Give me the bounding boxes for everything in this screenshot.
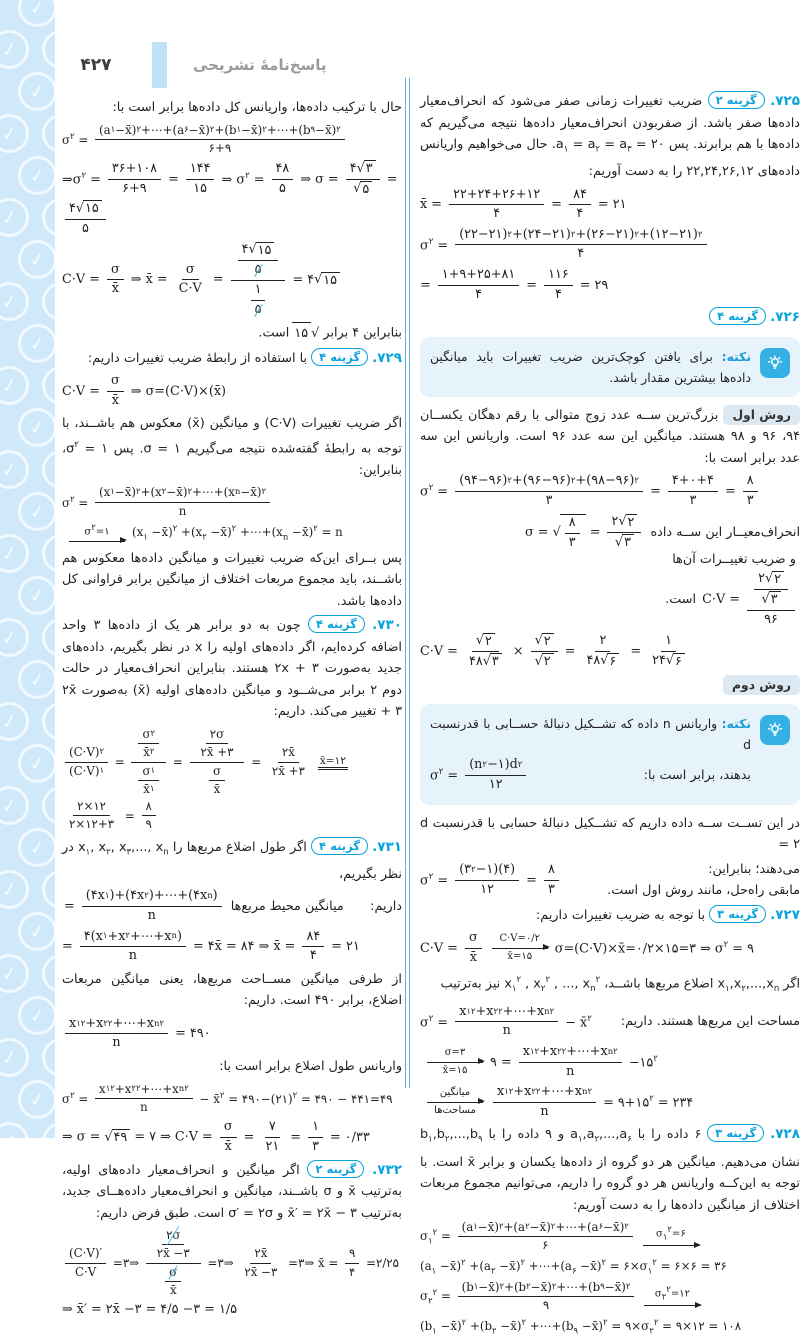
problem-729 [62, 348, 402, 370]
formula-729-variance: $\sigma^۲$ = (x ۱ −x̄) ۲ +(x ۲ −x̄) ۲ +⋯+(x n −x̄) ۲ n [62, 485, 402, 519]
formula-732-result: ⇒ x̄′ = ۲x̄ −۳ = ۴/۵ −۳ = ۱/۵ [62, 1302, 238, 1318]
problem-728-conclusion: بنابراین ۴ برابر √ ۱۵ است. [62, 322, 402, 345]
problem-729-conclusion: پس بــرای این‌که ضریب تغییرات و میانگین داده‌ها معکوس هم باشــند، باید مجموع مربعات اختلاف از میانگین برابر فراوانی کل داده‌ها باشد. [62, 550, 402, 609]
formula-727-cv: C·V = $\frac{\sigma}{x̄}$ C·V=۰/۲ x̄=۱۵ σ=(C·V)×x̄=۰/۲×۱۵=۳ ⇒ $\sigma^۲$ = ۹ [420, 930, 754, 965]
problem-728-number: ۷۲۸. [770, 1126, 800, 1143]
formula-731-areas: x ۱ ۲ +x ۲ ۲ +⋯+x n ۲ n = ۴۹۰ [62, 1016, 402, 1052]
problem-726-number: ۷۲۶. [770, 309, 800, 326]
formula-731-variance: $\sigma^۲$ = x ۱ ۲ +x ۲ ۲ +⋯+x n ۲ n − x̄$^۲$ = ۴۹۰−(۲۱)$^۲$ = ۴۹۰ − ۴۴۱=۴۹ [62, 1081, 393, 1114]
problem-727-number: ۷۲۷. [770, 906, 800, 923]
problem-725-answer-badge: گزینه ۲ [708, 91, 765, 109]
formula-725-variance: $\sigma^۲$ = (۲۲−۲۱) ۲ +(۲۴−۲۱) ۲ +(۲۶−۲۱) ۲ +(۱۲−۲۱) ۲ ۴ [420, 227, 800, 263]
problem-731-number: ۷۳۱. [372, 838, 403, 855]
formula-727-result: میانگین مساحت‌ها x ۱ ۲ +x ۲ ۲ +⋯+x n ۲ n = $۹+۱۵^۲$ = ۲۳۴ [420, 1084, 800, 1120]
problem-728-answer-badge: گزینه ۳ [707, 1124, 764, 1142]
column-divider [405, 78, 410, 1088]
note-2-label: نکته: [721, 716, 751, 732]
problem-727-text-3: مساحت این مربع‌ها هستند. داریم: [620, 1014, 800, 1030]
problem-727-answer-badge: گزینه ۳ [709, 905, 766, 923]
page-header [62, 42, 327, 88]
problem-729-text-2: اگر ضریب تغییرات (C·V) و میانگین (x̄) معکوس هم باشــند، با توجه به رابطهٔ گفته‌شده نتیجه می‌گیریم σ = ۱. پس $\sigma^۲$ = ۱، بنابراین: [62, 416, 402, 478]
formula-729-cv: C·V = $\frac{\sigma}{x̄}$ ⇒ σ=(C·V)×(x̄) [62, 373, 227, 408]
note-2-text-2: بدهند، برابر است با: [643, 767, 751, 783]
lightbulb-icon [760, 715, 790, 745]
note-box-2 [420, 704, 800, 804]
formula-731-cv-result: ⇒ σ = √ ۴۹ = ۷ ⇒ C·V = $\frac{\sigma}{x̄}$ = $\frac{۷}{۲۱}$ = $\frac{۱}{۳}$ = ۰/۳۳ [62, 1119, 370, 1154]
problem-730-answer-badge: گزینه ۴ [308, 615, 365, 633]
formula-728-sigma2: $\sigma_۲^۲$ = (b ۱ −x̄) ۲ +(b ۲ −x̄) ۲ +⋯+(b ۹ −x̄) ۲ ۹ $\sigma_۲^۲=۱۲$ [420, 1280, 800, 1314]
problem-727 [420, 905, 800, 927]
page-number: ۴۲۷ [80, 55, 112, 75]
formula-732-cv-ratio: $\frac{(C\cdot V)'}{C\cdot V}$ =۳⇒ $\frac{\frac{۲\sigma}{۲x̄ -۳}}{\frac{\sigma}{x̄}}$ =۳⇒ $\frac{۲x̄}{۲x̄ -۳}$ =۳⇒ x̄ = $\frac{۹}{۴}$ =۲/۲۵ [62, 1228, 402, 1298]
formula-728-sum-a: ($a_۱$ −x̄)$^۲$ $+(a_۲$ −x̄)$^۲$ $+\cdots+(a_۶$ −x̄)$^۲$ = $۶\times\sigma_۱^۲$ = ۶×۶ = ۳۶ [420, 1257, 727, 1276]
note-2-text: واریانس n داده که تشــکیل دنبالهٔ حســابی با قدرنسبت d [430, 716, 751, 753]
line-726-cv: C·V = ۲ √ ۲ √ ۳ ۹۶ است. [420, 571, 800, 629]
problem-731-text-2: داریم: [370, 898, 402, 914]
pre-727-text-2: می‌دهند؛ بنابراین: [708, 861, 800, 877]
sidebar-pattern [0, 0, 55, 1138]
problem-731-text-3: از طرفی میانگین مســاحت مربع‌ها، یعنی میانگین مربعات اضلاع، برابر ۴۹۰ است. داریم: [62, 971, 402, 1009]
note-1-paragraph [430, 346, 751, 388]
problem-728-continuation: حال با ترکیب داده‌ها، واریانس کل داده‌ها برابر است با: [112, 100, 402, 115]
method-2-pill: روش دوم [723, 675, 800, 695]
problem-728-text: ۶ داده را با $a_۱,a_۲,...,a_۶$ و ۹ داده را با $b_۱,b_۲,...,b_۹$ نشان می‌دهیم. میانگین هر دو گروه از داده‌ها یکسان و برابر x̄ است. با توجه به این‌کــه واریانس هر دو گروه را داریم، می‌توانیم مجموع مربعات اختلاف از میانگین داده‌ها را به دست آوریم: [420, 1127, 800, 1213]
lightbulb-icon [760, 348, 790, 378]
problem-731-text-4: واریانس طول اضلاع برابر است با: [219, 1059, 402, 1075]
left-column [62, 94, 402, 1321]
problem-727-row [420, 1004, 800, 1040]
note-2-paragraph [430, 713, 751, 755]
problem-728 [420, 1124, 800, 1216]
problem-725-text: ضریب تغییرات زمانی صفر می‌شود که انحراف‌معیار داده‌ها صفر باشد. از صفربودن انحراف‌معیار داده‌ها نتیجه می‌گیریم که داده‌ها با هم برابرند. پس $a_۱ = a_۲ = a_۳$ = ۲۰. حال می‌خواهیم واریانس داده‌های ۲۲,۲۴,۲۶,۱۲ را به دست آوریم: [420, 94, 800, 180]
formula-726-method2: $\sigma^۲$ = (۳ ۲ −۱)(۴) ۱۲ = $\frac{۸}{۳}$ [420, 862, 562, 898]
pre-727-row [420, 859, 800, 902]
problem-731-row [62, 888, 402, 924]
method-1-pill: روش اول [723, 405, 800, 425]
formula-728-sigma-result: $\Rightarrow\sigma^۲$ = $\frac{۳۶+۱۰۸}{۶+۹}$ = $\frac{۱۴۴}{۱۵}$ ⇒ $\sigma^۲$ = $\frac{۴۸}{۵}$ ⇒ σ = ۴ √ ۳ √ ۵ = ۴ √ ۱۵ ۵ [62, 160, 402, 237]
formula-731-perimeter: میانگین محیط مربع‌ها = (۴x ۱ )+(۴x ۲ )+⋯+(۴x n ) n [64, 888, 344, 923]
line-726-stdev: انحراف‌معیــار این ســه داده σ = √ $\frac{۸}{۳}$ = ۲ √ ۲ √ ۳ و ضریب تغییــرات آن‌ها [525, 514, 800, 567]
problem-729-text: با استفاده از رابطهٔ ضریب تغییرات داریم: [87, 350, 308, 366]
formula-727-substitute: σ=۳ x̄=۱۵ ۹ = x ۱ ۲ +x ۲ ۲ +⋯+x n ۲ n $-۱۵^۲$ [420, 1044, 800, 1080]
formula-730-cv-ratio: (C·V) ۲ (C·V) ۱ = σ ۲ x̄ ۲ σ ۱ x̄ ۱ = $\frac{\frac{۲\sigma}{۲x̄ +۳}}{\frac{\sigma}{x̄}}$ = $\frac{۲x̄}{۲x̄ +۳}$ x̄=۱۲ $\frac{۲\times ۱۲}{۲\times ۱۲+۳}$ = $\frac{۸}{۹}$ [62, 727, 402, 833]
problem-726 [420, 307, 800, 329]
formula-725-result: = $\frac{۱+۹+۲۵+۸۱}{۴}$ = $\frac{۱۱۶}{۴}$ = ۲۹ [420, 267, 609, 302]
formula-725-mean: x̄ = $\frac{۲۲+۲۴+۲۶+۱۲}{۴}$ = $\frac{۸۴}{۴}$ = ۲۱ [420, 186, 627, 222]
header-bar [152, 42, 167, 88]
problem-729-answer-badge: گزینه ۴ [311, 348, 368, 366]
problem-732-text: اگر میانگین و انحراف‌معیار داده‌های اولیه، به‌ترتیب x̄ و σ باشــند، میانگین و انحراف‌معیار داده‌هــای جدید، به‌ترتیب x̄′ = ۲x̄ − ۳ و σ′ = ۲σ است. طبق فرض داریم: [62, 1162, 402, 1221]
problem-726-answer-badge: گزینه ۴ [709, 307, 766, 325]
problem-727-text-2: اگر $x_۱,x_۲,...,x_n$ اضلاع مربع‌ها باشــد، $x_۱^۲$ , $x_۲^۲$ , ..., $x_n^۲$ نیز به‌ترتیب [440, 975, 800, 995]
problem-730-number: ۷۳۰. [372, 617, 402, 634]
problem-732-answer-badge: گزینه ۲ [307, 1160, 364, 1178]
note-1-text: برای یافتن کوچک‌ترین ضریب تغییرات باید میانگین داده‌ها بیشترین مقدار باشد. [430, 348, 751, 385]
method-1-text: بزرگ‌ترین ســه عدد زوج متوالی با رقم دهگان یکســان ۹۴، ۹۶ و ۹۸ هستند. میانگین این سه عدد ۹۶ است. واریانس این سه عدد برابر است با: [420, 407, 800, 466]
formula-726-cv-result: C·V = √ ۲ ۴۸ √ ۳ × √ ۲ √ ۲ = ۲ ۴۸ √ ۶ = ۱ ۲۴ √ ۶ [420, 633, 800, 671]
note-box-1 [420, 337, 800, 397]
method-2-paragraph [420, 675, 800, 697]
problem-727-text: با توجه به ضریب تغییرات داریم: [535, 907, 706, 923]
formula-727-variance: $\sigma^۲$ = x ۱ ۲ +x ۲ ۲ +⋯+x n ۲ n − x̄$^۲$ [420, 1003, 592, 1039]
method-1-paragraph [420, 405, 800, 470]
post-727-text: مابقی راه‌حل، مانند روش اول است. [607, 883, 800, 899]
problem-731-text: اگر طول اضلاع مربع‌ها را $x_۱$, $x_۲$, $x_۳$,..., $x_n$ در نظر بگیریم، [62, 839, 402, 882]
note-2-formula-row [430, 757, 751, 793]
formula-726-variance: $\sigma^۲$ = (۹۴−۹۶) ۲ +(۹۶−۹۶) ۲ +(۹۸−۹۶) ۲ ۳ = $\frac{۴+۰+۴}{۳}$ = $\frac{۸}{۳}$ [420, 473, 800, 509]
formula-728-sigma1: $\sigma_۱^۲$ = (a ۱ −x̄) ۲ +(a ۲ −x̄) ۲ +⋯+(a ۶ −x̄) ۲ ۶ $\sigma_۱^۲=۶$ [420, 1220, 800, 1254]
note-1-label: نکته: [721, 348, 751, 364]
formula-728-sum-b: ($b_۱$ −x̄)$^۲$ $+(b_۲$ −x̄)$^۲$ $+\cdots+(b_۹$ −x̄)$^۲$ = $۹\times\sigma_۲^۲$ = ۹×۱۲ = ۱۰۸ [420, 1317, 742, 1336]
note-2-formula: $\sigma^۲$ = (n ۲ −۱)d ۲ ۱۲ [430, 757, 529, 793]
pre-727-text: در این تســت ســه داده داریم که تشــکیل دنبالهٔ حسابی با قدرنسبت d = ۲ [420, 815, 800, 853]
problem-731-answer-badge: گزینه ۴ [311, 837, 368, 855]
problem-730 [62, 615, 402, 723]
problem-732-number: ۷۳۲. [372, 1161, 402, 1178]
formula-728-total-variance: $\sigma^۲$ = (a ۱ −x̄) ۲ +⋯+(a ۶ −x̄) ۲ +(b ۱ −x̄) ۲ +⋯+(b ۹ −x̄) ۲ ۶+۹ [62, 123, 402, 157]
problem-732 [62, 1160, 402, 1225]
problem-725 [420, 91, 800, 183]
problem-725-number: ۷۲۵. [770, 93, 800, 109]
problem-730-text: چون به دو برابر هر یک از داده‌ها ۳ واحد اضافه کرده‌ایم، اگر داده‌های اولیه را x در نظر بگیریم، داده‌های جدید به‌صورت ۲x + ۳ هستند. بنابراین انحراف‌معیار در حالت دوم ۲ برابر می‌شــود و میانگین داده‌های اولیه (x̄) به‌صورت ۲x̄ + ۳ تغییر می‌کند. داریم: [62, 618, 402, 720]
problem-729-number: ۷۲۹. [372, 349, 402, 366]
formula-728-mean-result: C·V = $\frac{\sigma}{x̄}$ ⇒ x̄ = $\frac{\sigma}{C\cdot V}$ = ۴ √ ۱۵ ۵ $\frac{۱}{۵}$ = ۴√ ۱۵ [62, 242, 402, 319]
page-title: پاسخ‌نامهٔ تشریحی [193, 56, 327, 74]
right-column [420, 88, 800, 1340]
problem-731 [62, 837, 402, 886]
formula-729-sum: $\sigma^۲=۱$ ($x_۱$ −x̄)$^۲$ $+(x_۲$ −x̄)$^۲$ $+\cdots+(x_n$ −x̄)$^۲$ = n [62, 523, 402, 544]
formula-731-mean: = ۴(x ۱ +x ۲ +⋯+x n ) n = ۴x̄ = ۸۴ ⇒ x̄ = $\frac{۸۴}{۴}$ = ۲۱ [62, 928, 360, 964]
